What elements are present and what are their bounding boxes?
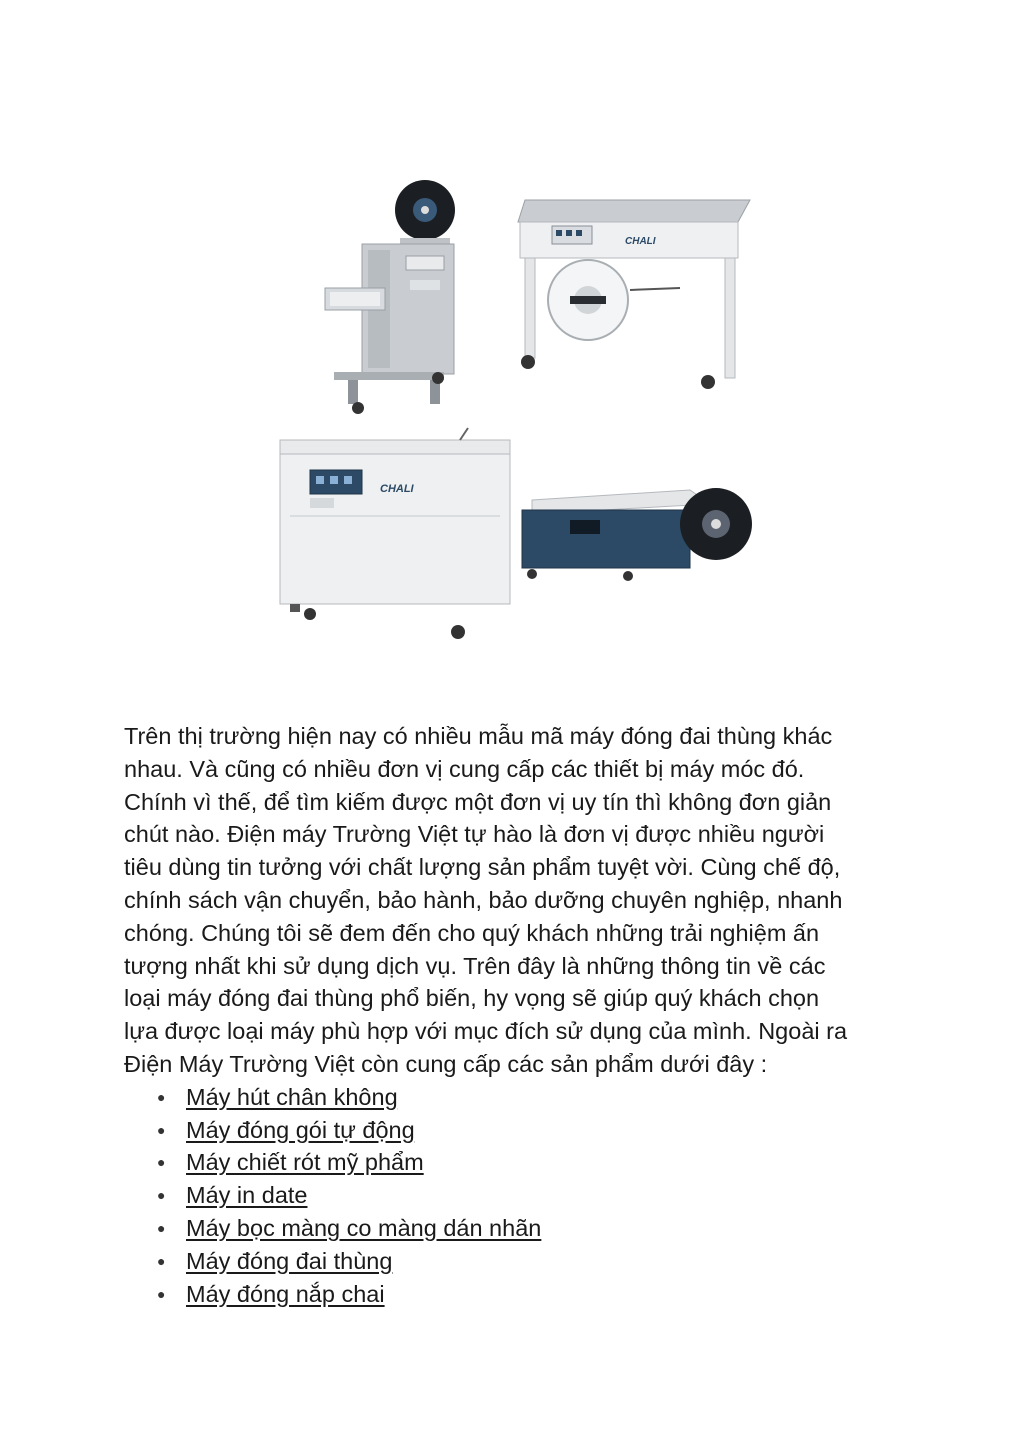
- bullet-icon: ●: [157, 1285, 166, 1302]
- large-white-strapping-machine: [280, 428, 510, 639]
- list-item: [124, 1179, 904, 1212]
- link-strapping-machine[interactable]: Máy đóng đai thùng: [186, 1247, 393, 1274]
- stainless-strapping-machine: [325, 180, 455, 414]
- product-photo-strapping-machines: [270, 170, 760, 650]
- list-item: [124, 1114, 904, 1147]
- bullet-icon: ●: [157, 1219, 166, 1236]
- list-item: [124, 1245, 904, 1278]
- list-item: [124, 1278, 904, 1311]
- bullet-icon: ●: [157, 1121, 166, 1138]
- product-link-list: [124, 1081, 904, 1311]
- strapping-machines-illustration: [270, 170, 760, 650]
- bullet-icon: ●: [157, 1088, 166, 1105]
- table-strapping-machine: [518, 200, 750, 389]
- link-date-printer[interactable]: Máy in date: [186, 1182, 308, 1209]
- link-cosmetic-filling-machine[interactable]: Máy chiết rót mỹ phẩm: [186, 1149, 424, 1176]
- list-item: [124, 1081, 904, 1114]
- link-capping-machine[interactable]: Máy đóng nắp chai: [186, 1280, 385, 1307]
- link-shrink-label-machine[interactable]: Máy bọc màng co màng dán nhãn: [186, 1214, 542, 1241]
- bullet-icon: ●: [157, 1187, 166, 1204]
- list-item: [124, 1212, 904, 1245]
- link-vacuum-machine[interactable]: Máy hút chân không: [186, 1083, 398, 1110]
- bullet-icon: ●: [157, 1154, 166, 1171]
- intro-paragraph: Trên thị trường hiện nay có nhiều mẫu mã máy đóng đai thùng khác nhau. Và cũng có nhiều đơn vị cung cấp các thiết bị máy móc đó. Chính vì thế, để tìm kiếm được một đơn vị uy tín thì không đơn giản chút nào. Điện máy Trường Việt tự hào là đơn vị được nhiều người tiêu dùng tin tưởng với chất lượng sản phẩm tuyệt vời. Cùng chế độ, chính sách vận chuyển, bảo hành, bảo dưỡng chuyên nghiệp, nhanh chóng. Chúng tôi sẽ đem đến cho quý khách những trải nghiệm ấn tượng nhất khi sử dụng dịch vụ. Trên đây là những thông tin về các loại máy đóng đai thùng phổ biến, hy vọng sẽ giúp quý khách chọn lựa được loại máy phù hợp với mục đích sử dụng của mình. Ngoài ra Điện Máy Trường Việt còn cung cấp các sản phẩm dưới đây :: [124, 723, 848, 1077]
- low-table-strapping-machine: [522, 488, 752, 581]
- list-item: [124, 1146, 904, 1179]
- bullet-icon: ●: [157, 1252, 166, 1269]
- brand-logo: CHALI: [625, 236, 656, 247]
- article-body: [124, 720, 904, 1310]
- brand-logo: CHALI: [380, 483, 414, 495]
- link-auto-packing-machine[interactable]: Máy đóng gói tự động: [186, 1116, 415, 1143]
